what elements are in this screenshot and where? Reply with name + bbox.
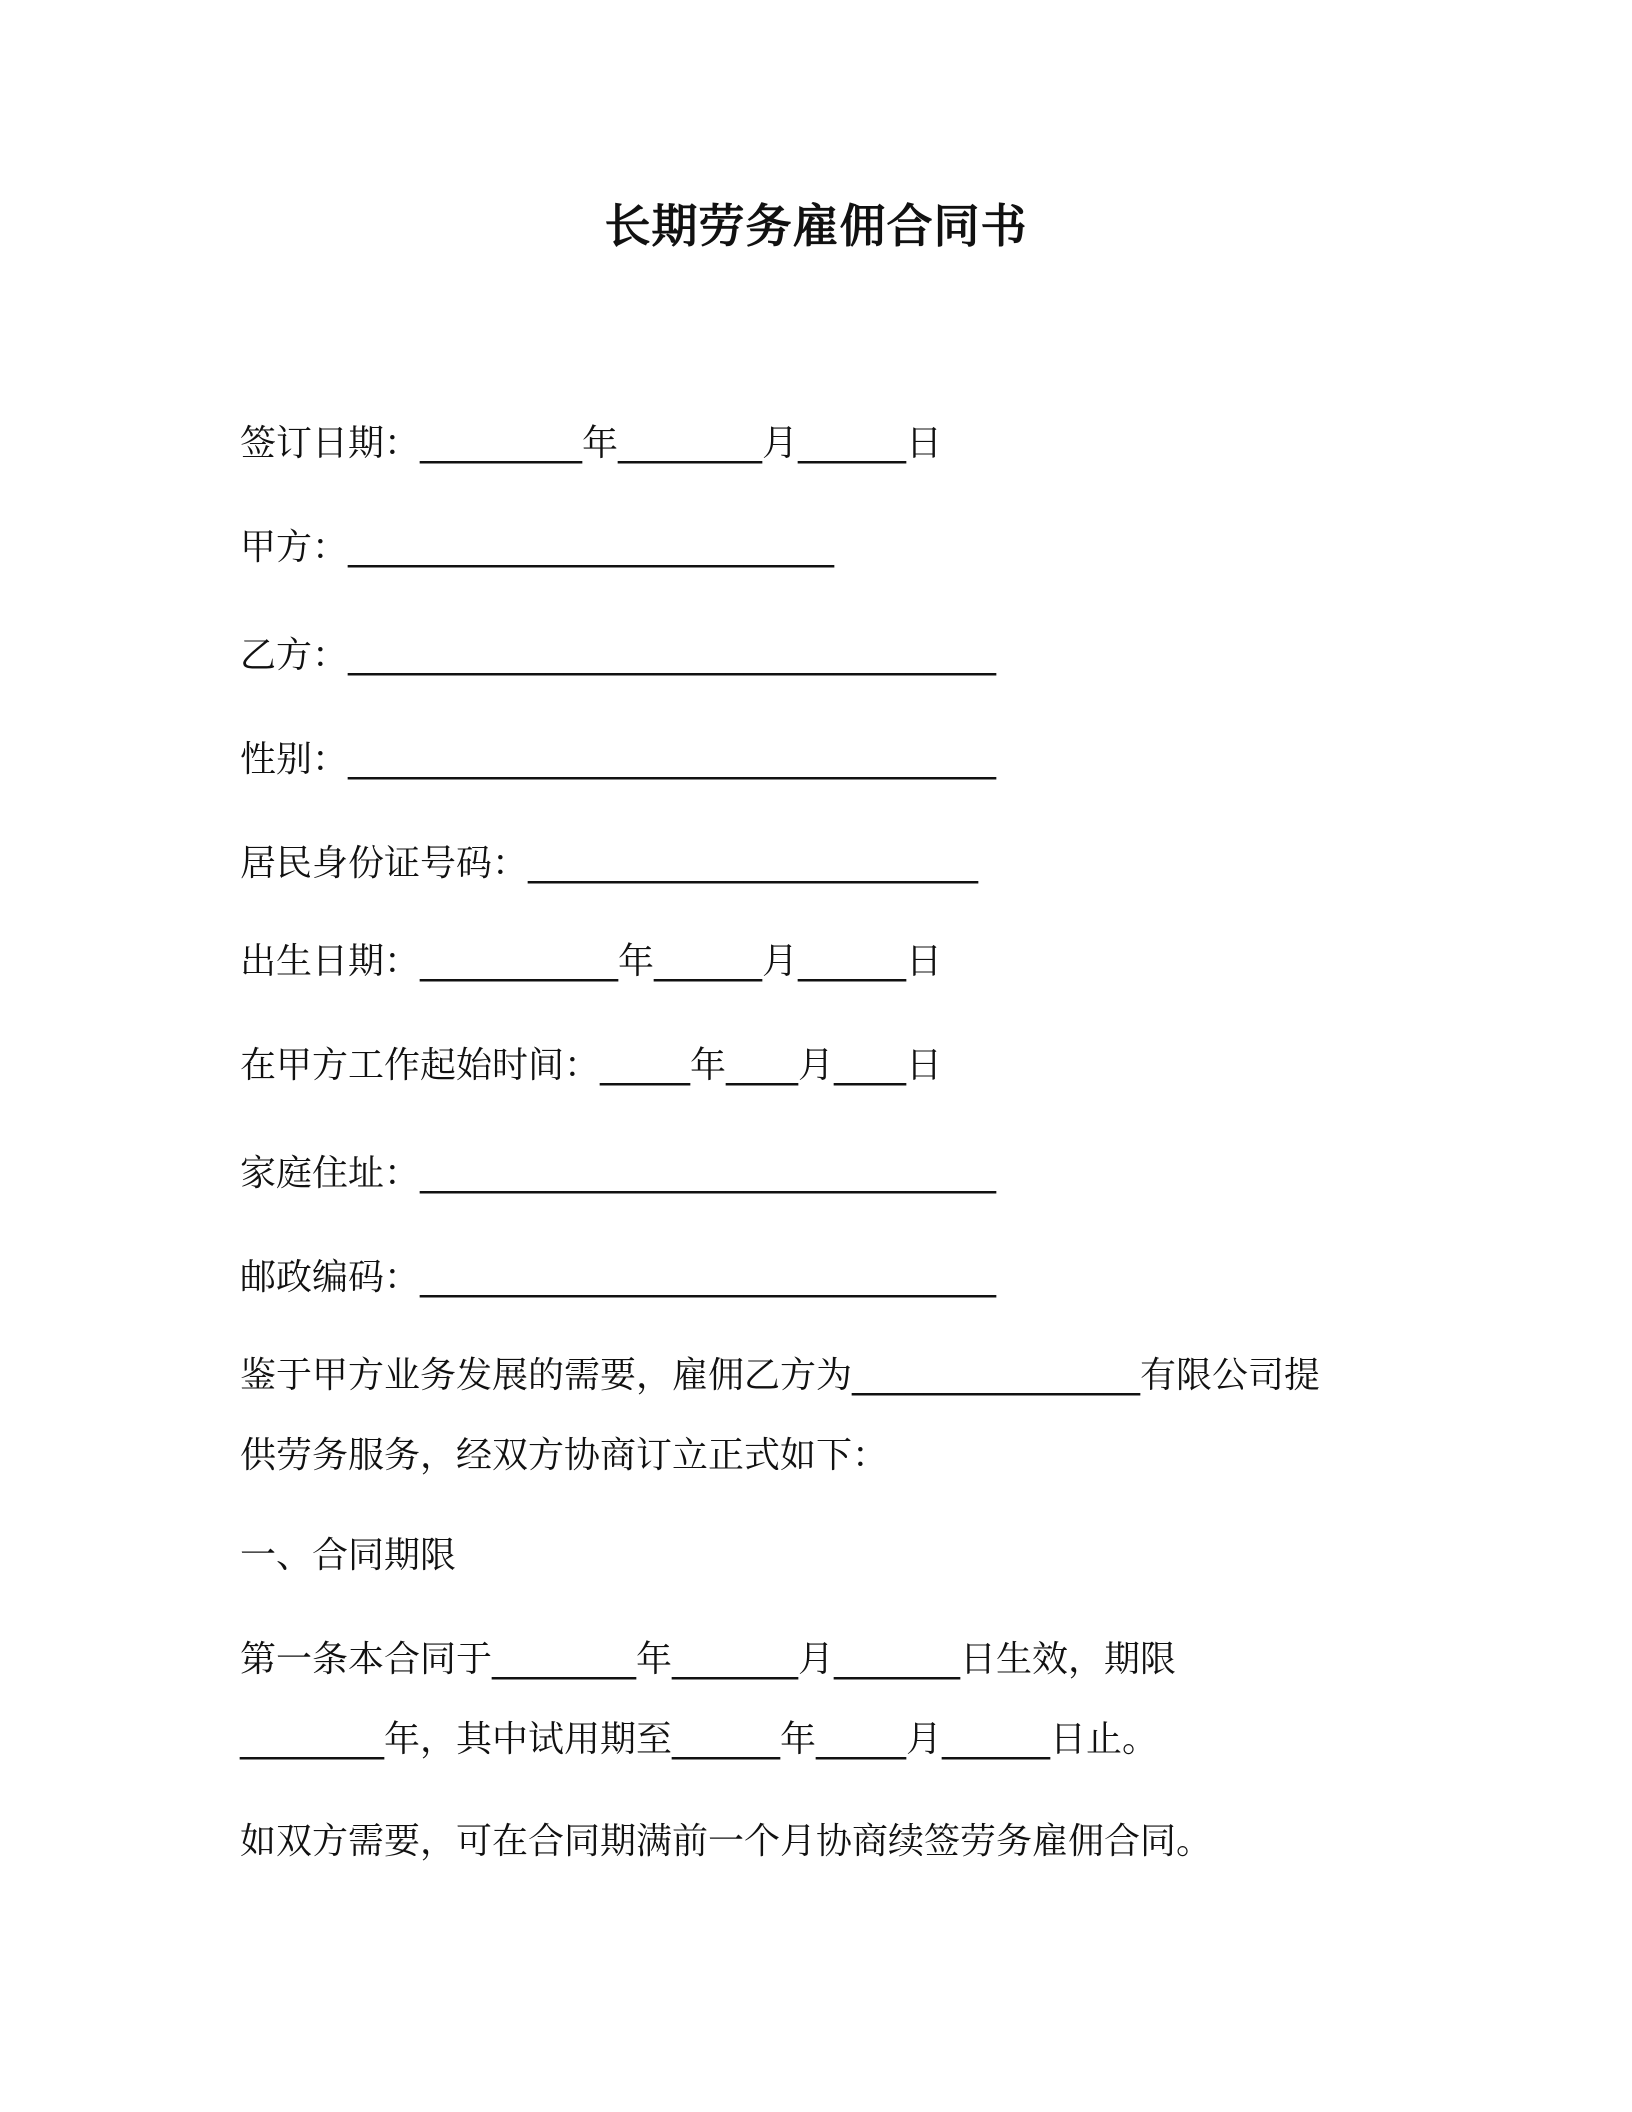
gender-line: 性别：____________________________________	[240, 739, 997, 780]
article-one-line-1: 第一条本合同于________年_______月_______日生效，期限	[240, 1639, 1177, 1680]
article-one-line-2: ________年，其中试用期至______年_____月______日止。	[240, 1719, 1159, 1760]
party-a-line: 甲方：___________________________	[240, 527, 835, 568]
section-heading-term: 一、合同期限	[240, 1535, 457, 1576]
work-start-line: 在甲方工作起始时间：_____年____月____日	[240, 1045, 943, 1086]
id-number-line: 居民身份证号码：_________________________	[240, 843, 979, 884]
birth-date-line: 出生日期：___________年______月______日	[240, 941, 943, 982]
party-b-line: 乙方：____________________________________	[240, 635, 997, 676]
preamble-line-1: 鉴于甲方业务发展的需要，雇佣乙方为________________有限公司提	[240, 1355, 1321, 1396]
signing-date-line: 签订日期：_________年________月______日	[240, 423, 943, 464]
preamble-line-2: 供劳务服务，经双方协商订立正式如下：	[240, 1435, 889, 1476]
postal-code-line: 邮政编码：________________________________	[240, 1257, 997, 1298]
renewal-line: 如双方需要，可在合同期满前一个月协商续签劳务雇佣合同。	[240, 1821, 1213, 1862]
home-address-line: 家庭住址：________________________________	[240, 1153, 997, 1194]
document-title: 长期劳务雇佣合同书	[604, 199, 1028, 253]
